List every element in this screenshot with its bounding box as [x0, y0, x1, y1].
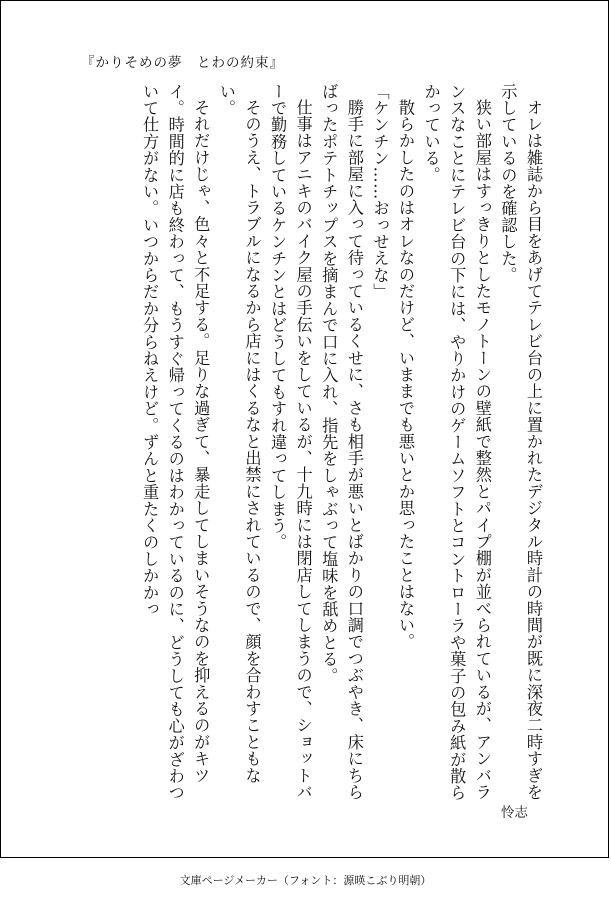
- author-name: 怜志: [501, 805, 528, 821]
- paragraph: 勝手に部屋に入って待っているくせに、さも相手が悪いとばかりの口調でつぶやき、床にちらばったポテトチップスを摘まんで口に入れ、指先をしゃぶって塩味を舐めとる。: [319, 83, 364, 801]
- paragraph: オレは雑誌から目をあげてテレビ台の上に置かれたデジタル時計の時間が既に深夜二時すぎを示しているのを確認した。: [498, 83, 543, 801]
- footer-caption: 文庫ページメーカー（フォント：源暎こぶり明朝）: [179, 874, 432, 887]
- body-text: [137, 83, 547, 803]
- paragraph: そのうえ、トラブルになるから店にはくるなと出禁にされているので、顔を合わすこともない。: [216, 83, 262, 784]
- paragraph: それだけじゃ、色々と不足する。足りな過ぎて、暴走してしまいそうなのを抑えるのがキツイ。時間的に店も終わって、もうすぐ帰ってくるのはわかっているのに、どうしても心がざわついて仕方がない。いつからだか分らねえけど。ずんと重たくのしかかっ: [140, 83, 211, 802]
- paragraph: 仕事はアニキのバイク屋の手伝いをしているが、十九時には閉店してしまうので、ショットバーで勤務しているケンチンとはどうしてもすれ違ってしまう。: [268, 83, 313, 801]
- book-title: 『かりそめの夢 とわの約束』: [81, 55, 284, 71]
- dialogue-line: 「ケンチン……おっせえな」: [370, 83, 390, 301]
- paragraph: 狭い部屋はすっきりとしたモノトーンの壁紙で整然とパイプ棚が並べられているが、アンバランスなことにテレビ台の下には、やりかけのゲームソフトとコントローラや菓子の包み紙が散らかっている。: [421, 83, 492, 802]
- paragraph: 散らかしたのはオレなのだけど、いままでも悪いとか思ったことはない。: [396, 99, 416, 651]
